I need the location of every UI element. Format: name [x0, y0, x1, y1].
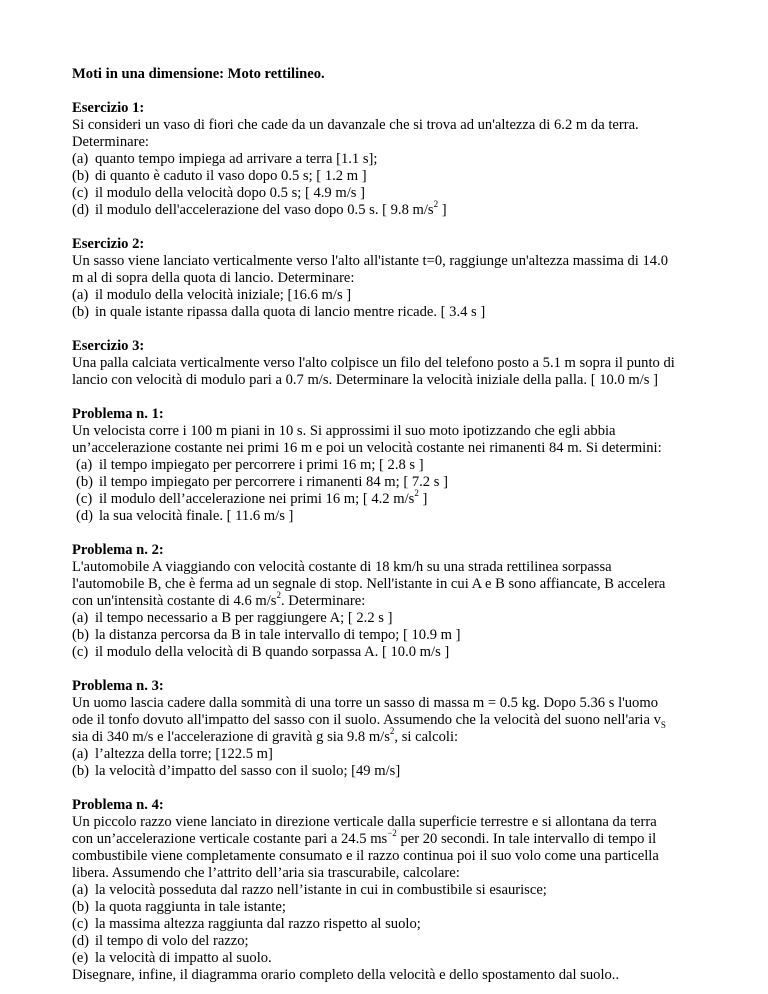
item-label: (d): [76, 508, 94, 524]
exercise-1-text-line-2: Determinare:: [72, 134, 149, 150]
exercise-3-text-line-2: lancio con velocità di modulo pari a 0.7 m/s. Determinare la velocità iniziale della palla. [ 10.0 m/s ]: [72, 372, 658, 388]
exercise-2-item-b: [72, 304, 708, 321]
item-label: (a): [72, 287, 89, 303]
exercise-2: [72, 236, 708, 321]
item-text: quanto tempo impiega ad arrivare a terra [1.1 s];: [95, 151, 378, 167]
problem-4: [72, 797, 708, 984]
item-label: (c): [72, 185, 89, 201]
item-label: (b): [72, 627, 90, 643]
problem-4-item-c: [72, 916, 708, 933]
exercise-1-item-a: [72, 151, 708, 168]
problem-2-text-line-1: L'automobile A viaggiando con velocità costante di 18 km/h su una strada rettilinea sorpassa: [72, 559, 612, 575]
item-text: l’altezza della torre; [122.5 m]: [95, 746, 273, 762]
exercise-1-item-c: [72, 185, 708, 202]
problem-4-item-a: [72, 882, 708, 899]
problem-3-heading: Problema n. 3:: [72, 678, 164, 694]
item-label: (a): [72, 610, 89, 626]
problem-3-text-line-3: sia di 340 m/s e l'accelerazione di gravità g sia 9.8 $m/s^2$, si calcoli:: [72, 726, 459, 745]
problem-4-item-e: [72, 950, 708, 967]
item-text: il tempo necessario a B per raggiungere A; [ 2.2 s ]: [95, 610, 393, 626]
item-label: (c): [76, 491, 93, 507]
page-title: Moti in una dimensione: Moto rettilineo.: [72, 66, 325, 82]
item-label: (b): [72, 899, 90, 915]
item-text: di quanto è caduto il vaso dopo 0.5 s; [ 1.2 m ]: [95, 168, 367, 184]
item-label: (d): [72, 933, 90, 949]
problem-1-text-line-2: un’accelerazione costante nei primi 16 m e poi un velocità costante nei rimanenti 84 m. Si determini:: [72, 440, 662, 456]
problem-3: [72, 678, 708, 780]
item-text: il tempo impiegato per percorrere i rimanenti 84 m; [ 7.2 s ]: [99, 474, 448, 490]
problem-4-item-d: [72, 933, 708, 950]
problem-4-text-line-1: Un piccolo razzo viene lanciato in direzione verticale dalla superficie terrestre e si allontana da terra: [72, 814, 657, 830]
problem-4-item-b: [72, 899, 708, 916]
problem-4-text-line-4: libera. Assumendo che l’attrito dell’aria sia trascurabile, calcolare:: [72, 865, 460, 881]
problem-2-item-c: [72, 644, 708, 661]
item-text: la velocità di impatto al suolo.: [95, 950, 272, 966]
item-text: la sua velocità finale. [ 11.6 m/s ]: [99, 508, 294, 524]
item-label: (a): [76, 457, 93, 473]
exercise-3-heading: Esercizio 3:: [72, 338, 145, 354]
item-label: (b): [76, 474, 94, 490]
item-text: la velocità posseduta dal razzo nell’istante in cui in combustibile si esaurisce;: [95, 882, 547, 898]
problem-2-heading: Problema n. 2:: [72, 542, 164, 558]
item-text: il modulo dell’accelerazione nei primi 16 m; [ 4.2 $m/s^2$ ]: [99, 488, 428, 507]
problem-1-text-line-1: Un velocista corre i 100 m piani in 10 s. Si approssimi il suo moto ipotizzando che egli abbia: [72, 423, 616, 439]
item-text: in quale istante ripassa dalla quota di lancio mentre ricade. [ 3.4 s ]: [95, 304, 486, 320]
item-text: il tempo di volo del razzo;: [95, 933, 249, 949]
problem-1-item-d: [72, 508, 708, 525]
problem-2-item-b: [72, 627, 708, 644]
item-label: (c): [72, 644, 89, 660]
problem-1-heading: Problema n. 1:: [72, 406, 164, 422]
item-text: la velocità d’impatto del sasso con il suolo; [49 m/s]: [95, 763, 401, 779]
problem-3-text-line-1: Un uomo lascia cadere dalla sommità di una torre un sasso di massa m = 0.5 kg. Dopo 5.36 s l'uomo: [72, 695, 658, 711]
item-text: la distanza percorsa da B in tale intervallo di tempo; [ 10.9 m ]: [95, 627, 461, 643]
problem-1-item-b: [72, 474, 708, 491]
problem-1: [72, 406, 708, 525]
problem-1-item-a: [72, 457, 708, 474]
exercise-1-text-line-1: Si consideri un vaso di fiori che cade da un davanzale che si trova ad un'altezza di 6.2 m da terra.: [72, 117, 639, 133]
item-text: il modulo della velocità di B quando sorpassa A. [ 10.0 m/s ]: [95, 644, 450, 660]
item-text: il modulo dell'accelerazione del vaso dopo 0.5 s. [ 9.8 $m/s^2$ ]: [95, 199, 447, 218]
problem-4-text-line-3: combustibile viene completamente consumato e il razzo continua poi il suo volo come una particella: [72, 848, 659, 864]
exercise-3: [72, 338, 708, 389]
exercise-1: [72, 100, 708, 219]
item-label: (a): [72, 151, 89, 167]
exercise-2-heading: Esercizio 2:: [72, 236, 145, 252]
exercise-2-text-line-2: m al di sopra della quota di lancio. Determinare:: [72, 270, 355, 286]
item-label: (e): [72, 950, 89, 966]
problem-4-heading: Problema n. 4:: [72, 797, 164, 813]
item-label: (a): [72, 882, 89, 898]
item-label: (b): [72, 763, 90, 779]
problem-2-text-line-3: con un'intensità costante di 4.6 $m/s^2$. Determinare:: [72, 590, 366, 609]
exercise-1-item-d: [72, 199, 708, 219]
item-text: il modulo della velocità iniziale; [16.6 m/s ]: [95, 287, 352, 303]
item-label: (a): [72, 746, 89, 762]
item-text: la massima altezza raggiunta dal razzo rispetto al suolo;: [95, 916, 421, 932]
item-label: (b): [72, 168, 90, 184]
item-label: (c): [72, 916, 89, 932]
problem-3-item-b: [72, 763, 708, 780]
problem-2: [72, 542, 708, 661]
problem-2-item-a: [72, 610, 708, 627]
item-text: il modulo della velocità dopo 0.5 s; [ 4.9 m/s ]: [95, 185, 365, 201]
item-label: (d): [72, 202, 90, 218]
problem-3-text-line-2: ode il tonfo dovuto all'impatto del sasso con il suolo. Assumendo che la velocità del suono nell'aria $v_S$: [72, 712, 666, 730]
exercise-3-text-line-1: Una palla calciata verticalmente verso l'alto colpisce un filo del telefono posto a 5.1 m sopra il punto di: [72, 355, 675, 371]
exercise-2-item-a: [72, 287, 708, 304]
problem-1-item-c: [72, 488, 708, 508]
item-text: la quota raggiunta in tale istante;: [95, 899, 286, 915]
problem-2-text-line-2: l'automobile B, che è ferma ad un segnale di stop. Nell'istante in cui A e B sono affiancate, B accelera: [72, 576, 666, 592]
problem-4-final-line: Disegnare, infine, il diagramma orario completo della velocità e dello spostamento dal suolo..: [72, 967, 620, 983]
exercise-1-item-b: [72, 168, 708, 185]
problem-3-item-a: [72, 746, 708, 763]
exercise-1-heading: Esercizio 1:: [72, 100, 145, 116]
exercise-2-text-line-1: Un sasso viene lanciato verticalmente verso l'alto all'istante t=0, raggiunge un'altezza massima di 14.0: [72, 253, 669, 269]
item-text: il tempo impiegato per percorrere i primi 16 m; [ 2.8 s ]: [99, 457, 424, 473]
item-label: (b): [72, 304, 90, 320]
problem-4-text-line-2: con un’accelerazione verticale costante pari a 24.5 $ms^{-2}$ per 20 secondi. In tale intervallo di tempo il: [72, 828, 657, 847]
